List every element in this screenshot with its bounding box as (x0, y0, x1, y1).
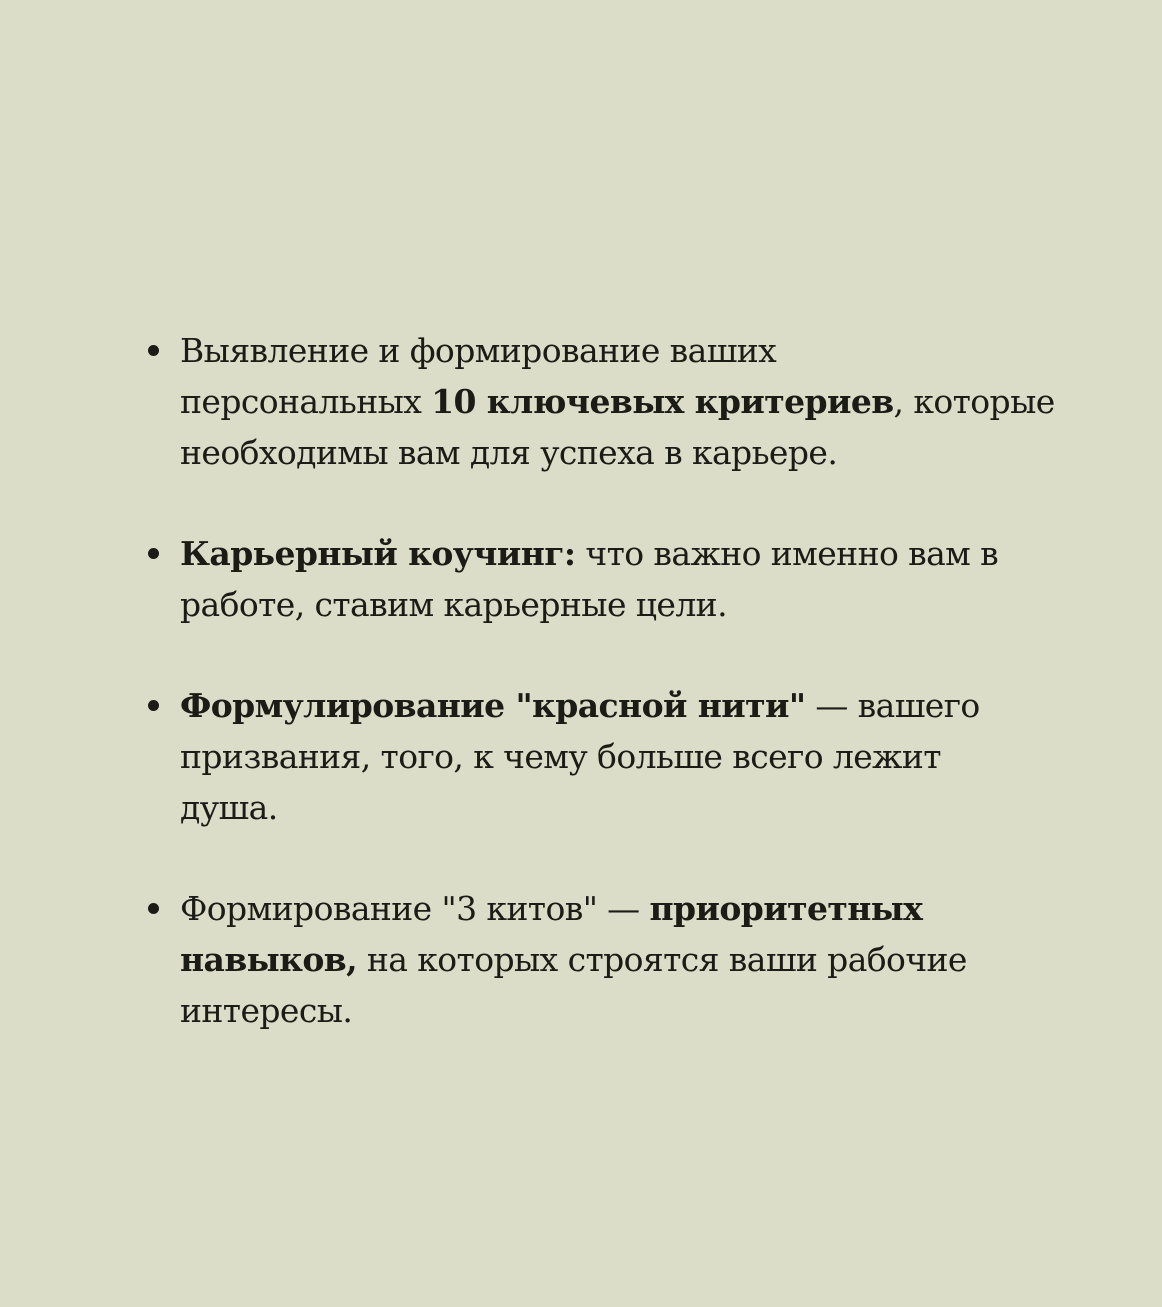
text-line (180, 325, 1046, 376)
text-line (180, 883, 1046, 934)
bullet-dot-icon (148, 345, 159, 356)
benefits-list (146, 325, 1055, 1036)
text-segment: , которые (893, 382, 1055, 421)
text-line (180, 934, 1046, 985)
bullet-dot-icon (148, 903, 159, 914)
text-segment: Выявление и формирование ваших (180, 331, 777, 370)
text-line (180, 680, 1046, 731)
list-item (146, 325, 1055, 478)
text-line (180, 731, 1046, 782)
text-segment: работе, ставим карьерные цели. (180, 585, 727, 624)
text-line (180, 985, 1046, 1036)
text-segment: призвания, того, к чему больше всего лежит (180, 737, 941, 776)
text-line (180, 579, 1046, 630)
text-line (180, 427, 1046, 478)
text-segment: Формирование "3 китов" — (180, 889, 650, 928)
text-line (180, 376, 1055, 427)
text-segment: что важно именно вам в (575, 534, 999, 573)
list-item (146, 528, 1046, 630)
text-segment: необходимы вам для успеха в карьере. (180, 433, 838, 472)
bold-text-segment: Формулирование "красной нити" (180, 686, 806, 725)
bold-text-segment: 10 ключевых критериев (431, 382, 894, 421)
bold-text-segment: Карьерный коучинг: (180, 534, 576, 573)
text-segment: на которых строятся ваши рабочие (357, 940, 967, 979)
bullet-dot-icon (148, 548, 159, 559)
list-item (146, 680, 1046, 833)
text-segment: душа. (180, 788, 278, 827)
list-item (146, 883, 1046, 1036)
text-line (180, 782, 1046, 833)
text-segment: персональных (180, 382, 432, 421)
text-segment: — вашего (805, 686, 980, 725)
text-segment: интересы. (180, 991, 353, 1030)
text-line (180, 528, 1046, 579)
bold-text-segment: навыков, (180, 940, 358, 979)
bold-text-segment: приоритетных (649, 889, 923, 928)
bullet-dot-icon (148, 700, 159, 711)
